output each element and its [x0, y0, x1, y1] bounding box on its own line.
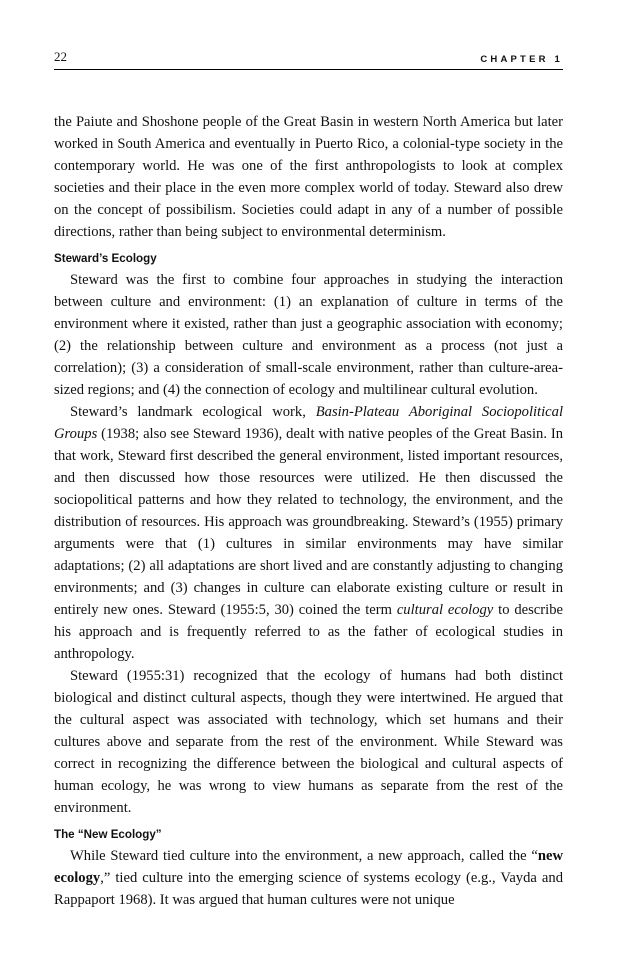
running-header: [54, 49, 563, 70]
text-run: to describe his approach and is frequently referred to as the father of ecological studies in anthropology.: [54, 602, 563, 662]
paragraph-landmark-work: [54, 401, 563, 665]
term-new-ecology: new ecology: [54, 848, 563, 886]
chapter-label: CHAPTER 1: [480, 54, 563, 65]
text-run: Steward’s landmark ecological work,: [70, 404, 316, 420]
section-heading-stewards-ecology: Steward’s Ecology: [54, 252, 157, 265]
text-run: ,” tied culture into the emerging science of systems ecology (e.g., Vayda and Rappaport 1968). It was argued that human cultures were not unique: [54, 870, 563, 908]
term-cultural-ecology: cultural ecology: [396, 602, 494, 618]
book-title: Basin-Plateau Aboriginal Sociopolitical Groups: [54, 404, 563, 442]
text-run: (1938; also see Steward 1936), dealt with native peoples of the Great Basin. In that work, Steward first described the general environment, listed important resources, and then discussed how those resources were utilized. He then discussed the sociopolitical patterns and how they related to technology, the environment, and the distribution of resources. His approach was groundbreaking. Steward’s (1955) primary arguments were that (1) cultures in similar environments may have similar adaptations; (2) all adaptations are short lived and are constantly adjusting to changing environments; and (3) changes in culture can elaborate existing culture or result in entirely new ones. Steward (1955:5, 30) coined the term: [54, 426, 563, 618]
paragraph-new-ecology: [54, 845, 563, 911]
paragraph-continuation: the Paiute and Shoshone people of the Great Basin in western North America but later worked in South America and eventually in Puerto Rico, a colonial-type society in the contemporary world. He was one of the first anthropologists to look at complex societies and their place in the even more complex world of today. Steward also drew on the concept of possibilism. Societies could adapt in any of a number of possible directions, rather than being subject to environmental determinism.: [54, 114, 563, 240]
page-number: 22: [54, 49, 67, 64]
paragraph-four-approaches: Steward was the first to combine four approaches in studying the interaction between culture and environment: (1) an explanation of culture in terms of the environment where it existed, rather than just a geographic association with economy; (2) the relationship between culture and environment as a process (not just a correlation); (3) a consideration of small-scale environment, rather than culture-area-sized regions; and (4) the connection of ecology and multilinear cultural evolution.: [54, 272, 563, 398]
text-run: While Steward tied culture into the environment, a new approach, called the “: [70, 848, 538, 864]
book-page: [54, 49, 563, 911]
section-heading-new-ecology: The “New Ecology”: [54, 828, 162, 841]
paragraph-human-ecology: Steward (1955:31) recognized that the ecology of humans had both distinct biological and distinct cultural aspects, though they were intertwined. He argued that the cultural aspect was associated with technology, which set humans and their cultures above and separate from the rest of the environment. While Steward was correct in recognizing the difference between the biological and cultural aspects of human ecology, he was wrong to view humans as separate from the rest of the environment.: [54, 668, 563, 816]
